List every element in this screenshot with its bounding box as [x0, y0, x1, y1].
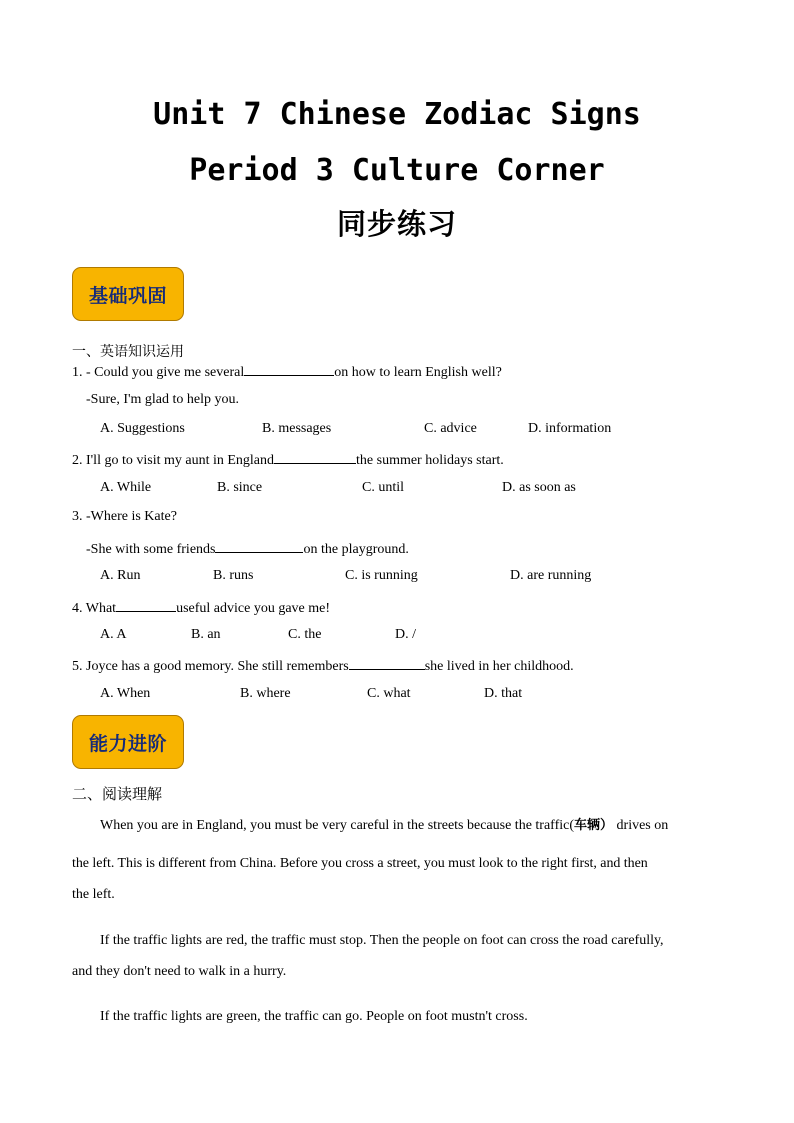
- answer-blank[interactable]: [244, 363, 334, 376]
- question-2-option-c[interactable]: C. until: [362, 480, 405, 495]
- question-1-option-d[interactable]: D. information: [528, 421, 612, 436]
- question-2-option-b[interactable]: B. since: [217, 480, 263, 495]
- question-1-reply: -Sure, I'm glad to help you.: [86, 392, 239, 407]
- answer-blank[interactable]: [274, 451, 356, 464]
- question-3-option-a[interactable]: A. Run: [100, 568, 141, 583]
- question-3-option-b[interactable]: B. runs: [213, 568, 254, 583]
- section-heading-part1: 一、英语知识运用: [72, 344, 184, 360]
- question-5-option-c[interactable]: C. what: [367, 686, 411, 701]
- question-4-option-a[interactable]: A. A: [100, 627, 127, 642]
- answer-blank[interactable]: [116, 599, 176, 612]
- question-5-option-d[interactable]: D. that: [484, 686, 523, 701]
- question-2-option-d[interactable]: D. as soon as: [502, 480, 576, 495]
- reading-paragraph-1-line-3: the left.: [72, 887, 115, 902]
- page-subtitle: Period 3 Culture Corner: [189, 153, 605, 188]
- question-1-option-b[interactable]: B. messages: [262, 421, 332, 436]
- question-4-stem: 4. What useful advice you gave me!: [72, 601, 331, 616]
- question-3-option-d[interactable]: D. are running: [510, 568, 592, 583]
- reading-paragraph-2-line-1: If the traffic lights are red, the traffic must stop. Then the people on foot can cross the road carefully,: [100, 933, 664, 948]
- page-subtitle-chinese: 同步练习: [336, 207, 457, 241]
- answer-blank[interactable]: [349, 657, 425, 670]
- advanced-section-badge: 能力进阶: [72, 715, 184, 769]
- basic-section-badge: 基础巩固: [72, 267, 184, 321]
- question-4-option-c[interactable]: C. the: [288, 627, 322, 642]
- question-5-option-a[interactable]: A. When: [100, 686, 151, 701]
- question-4-option-d[interactable]: D. /: [395, 627, 416, 642]
- section-heading-part2: 二、阅读理解: [72, 785, 163, 803]
- question-1-stem: 1. - Could you give me several on how to learn English well?: [72, 365, 502, 380]
- question-2-stem: 2. I'll go to visit my aunt in England the summer holidays start.: [72, 453, 504, 468]
- reading-paragraph-2-line-2: and they don't need to walk in a hurry.: [72, 964, 287, 979]
- question-3-reply: -She with some friends on the playground.: [86, 542, 409, 557]
- question-5-option-b[interactable]: B. where: [240, 686, 291, 701]
- answer-blank[interactable]: [215, 540, 303, 553]
- question-1-option-a[interactable]: A. Suggestions: [100, 421, 185, 436]
- question-1-option-c[interactable]: C. advice: [424, 421, 477, 436]
- question-4-option-b[interactable]: B. an: [191, 627, 221, 642]
- reading-paragraph-1-line-2: the left. This is different from China. Before you cross a street, you must look to the right first, and then: [72, 856, 648, 871]
- question-3-stem: 3. -Where is Kate?: [72, 509, 177, 524]
- question-2-option-a[interactable]: A. While: [100, 480, 152, 495]
- question-5-stem: 5. Joyce has a good memory. She still remembers she lived in her childhood.: [72, 659, 574, 674]
- page-title: Unit 7 Chinese Zodiac Signs: [153, 97, 641, 132]
- question-3-option-c[interactable]: C. is running: [345, 568, 418, 583]
- reading-paragraph-1-line-1: When you are in England, you must be very careful in the streets because the traffic(车辆） drives on: [100, 818, 669, 833]
- reading-paragraph-3-line-1: If the traffic lights are green, the traffic can go. People on foot mustn't cross.: [100, 1009, 528, 1024]
